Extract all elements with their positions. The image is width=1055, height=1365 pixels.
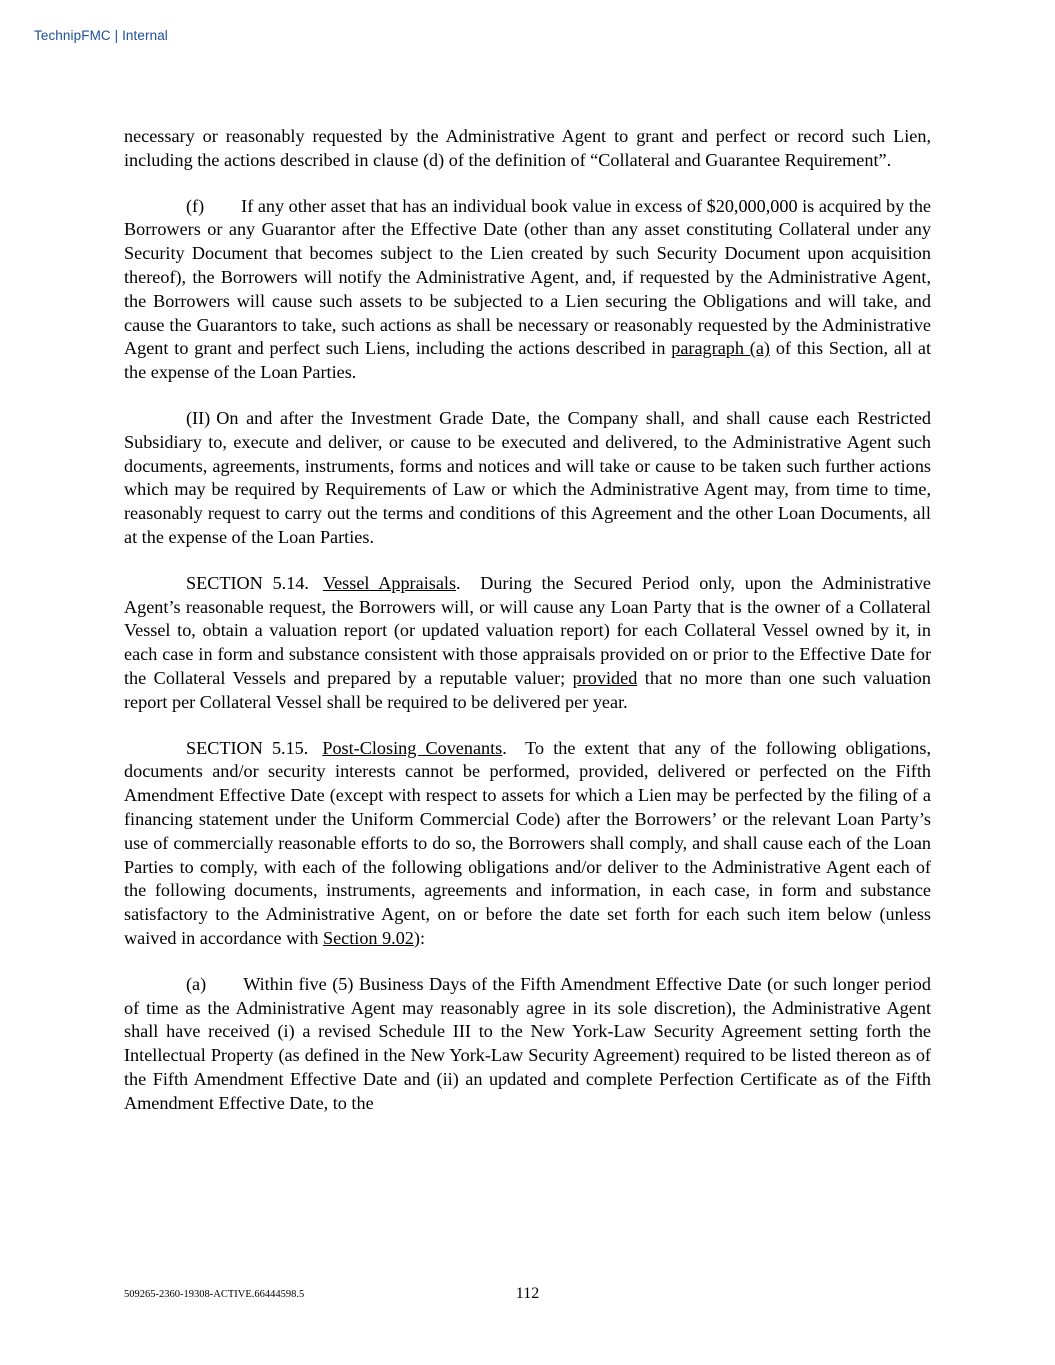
section-5-14: SECTION 5.14. Vessel Appraisals. During the Secured Period only, upon the Administrative Agent’s reasonable request, the Borrowers will, or will cause any Loan Party that is the owner of a Collateral Vessel to, obtain a valuation report (or updated valuation report) for each Collateral Vessel owned by it, in each case in form and substance consistent with those appraisals provided on or prior to the Effective Date for the Collateral Vessels and prepared by a reputable valuer; provided that no more than one such valuation report per Collateral Vessel shall be required to be delivered per year. (124, 572, 931, 712)
paragraph-text: of this Section, all at the expense of the Loan Parties. (124, 338, 931, 383)
paragraph-continuation: necessary or reasonably requested by the Administrative Agent to grant and perfect or record such Lien, including the actions described in clause (d) of the definition of “Collateral and Guarantee Requirement”. (124, 126, 931, 170)
clause-marker: (f) (186, 195, 205, 216)
footer-document-id: 509265-2360-19308-ACTIVE.66444598.5 (124, 1289, 305, 1300)
cross-reference-link: Section 9.02 (322, 927, 414, 948)
section-heading: Post-Closing Covenants (322, 737, 503, 758)
paragraph-f (124, 195, 931, 385)
section-number: SECTION 5.15. (186, 737, 309, 758)
clause-marker: (II) (186, 407, 211, 428)
paragraph-text: Within five (5) Business Days of the Fifth Amendment Effective Date (or such longer period of time as the Administrative Agent may reasonably agree in its sole discretion), the Administrative Agent shall have received (i) a revised Schedule III to the New York-Law Security Agreement setting forth the Intellectual Property (as defined in the New York-Law Security Agreement) required to be listed thereon as of the Fifth Amendment Effective Date and (ii) an updated and complete Perfection Certificate as of the Fifth Amendment Effective Date, to the (124, 973, 931, 1113)
paragraph-II (124, 407, 931, 550)
paragraph-a (124, 973, 931, 1116)
classification-label: TechnipFMC | Internal (34, 28, 168, 43)
clause-marker: (a) (186, 973, 207, 994)
page-number: 112 (515, 1285, 540, 1302)
paragraph-text: that no more than one such valuation report per Collateral Vessel shall be required to be delivered per year. (124, 667, 931, 712)
paragraph-text: On and after the Investment Grade Date, the Company shall, and shall cause each Restricted Subsidiary to, execute and deliver, or cause to be executed and delivered, to the Administrative Agent such documents, agreements, instruments, forms and notices and will take or cause to be taken such further actions which may be required by Requirements of Law or which the Administrative Agent may, from time to time, reasonably request to carry out the terms and conditions of this Agreement and the other Loan Documents, all at the expense of the Loan Parties. (124, 407, 931, 547)
section-heading: Vessel Appraisals (322, 572, 457, 593)
cross-reference-link: paragraph (a) (671, 338, 770, 359)
defined-term: provided (572, 667, 638, 688)
paragraph-text: To the extent that any of the following obligations, documents and/or security interests cannot be performed, provided, delivered or perfected on the Fifth Amendment Effective Date (except with respect to assets for which a Lien may be perfected by the filing of a financing statement under the Uniform Commercial Code) after the Borrowers’ or the relevant Loan Party’s use of commercially reasonable efforts to do so, the Borrowers shall comply, and shall cause each of the Loan Parties to comply, with each of the following obligations and/or deliver to the Administrative Agent each of the following documents, instruments, agreements and information, in each case, in form and substance satisfactory to the Administrative Agent, on or before the date set forth for each such item below (unless waived in accordance with (124, 737, 931, 948)
section-5-15: SECTION 5.15. Post-Closing Covenants. To the extent that any of the following obligations, documents and/or security interests cannot be performed, provided, delivered or perfected on the Fifth Amendment Effective Date (except with respect to assets for which a Lien may be perfected by the filing of a financing statement under the Uniform Commercial Code) after the Borrowers’ or the relevant Loan Party’s use of commercially reasonable efforts to do so, the Borrowers shall comply, and shall cause each of the Loan Parties to comply, with each of the following obligations and/or deliver to the Administrative Agent each of the following documents, instruments, agreements and information, in each case, in form and substance satisfactory to the Administrative Agent, on or before the date set forth for each such item below (unless waived in accordance with Section 9.02): (124, 737, 931, 948)
paragraph-text: If any other asset that has an individual book value in excess of $20,000,000 is acquired by the Borrowers or any Guarantor after the Effective Date (other than any asset constituting Collateral under any Security Document that becomes subject to the Lien created by such Security Document upon acquisition thereof), the Borrowers will notify the Administrative Agent, and, if requested by the Administrative Agent, the Borrowers will cause such assets to be subjected to a Lien securing the Obligations and will take, and cause the Guarantors to take, such actions as shall be necessary or reasonably requested by the Administrative Agent to grant and perfect such Liens, including the actions described in (124, 195, 931, 359)
paragraph-text: ): (413, 927, 426, 948)
document-body (124, 125, 931, 1137)
section-number: SECTION 5.14. (186, 572, 309, 593)
paragraph-text: During the Secured Period only, upon the Administrative Agent’s reasonable request, the Borrowers will, or will cause any Loan Party that is the owner of a Collateral Vessel to, obtain a valuation report (or updated valuation report) for each Collateral Vessel owned by it, in each case in form and substance consistent with those appraisals provided on or prior to the Effective Date for the Collateral Vessels and prepared by a reputable valuer; (124, 572, 931, 688)
